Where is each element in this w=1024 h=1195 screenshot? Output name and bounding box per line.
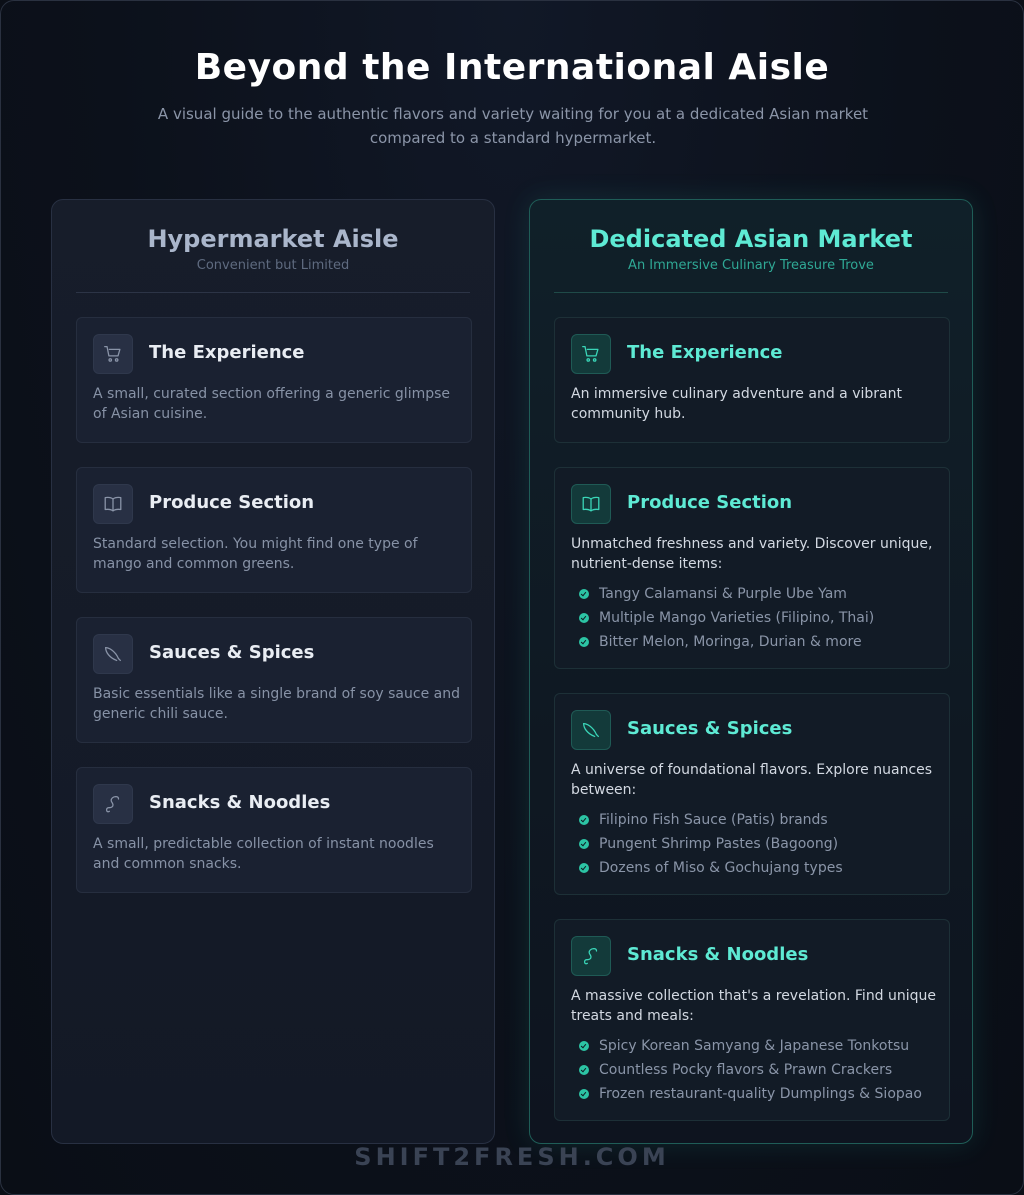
column-divider <box>554 292 948 293</box>
list-item <box>579 1034 922 1058</box>
asian-market-card-snacks <box>554 919 950 1121</box>
card-title: Snacks & Noodles <box>149 792 331 813</box>
list-item-text: Pungent Shrimp Pastes (Bagoong) <box>599 836 839 852</box>
card-description: Unmatched freshness and variety. Discover unique, nutrient-dense items: <box>571 536 933 572</box>
list-item <box>579 808 843 832</box>
list-item-text: Dozens of Miso & Gochujang types <box>599 860 843 876</box>
shopping-cart-icon <box>571 334 611 374</box>
check-icon <box>579 839 589 849</box>
card-description: A universe of foundational flavors. Explore nuances between: <box>571 762 933 798</box>
noodle-icon <box>571 936 611 976</box>
check-icon <box>579 589 589 599</box>
list-item <box>579 856 843 880</box>
asian-market-column <box>529 199 973 1144</box>
card-title: Sauces & Spices <box>627 718 793 739</box>
card-description: Basic essentials like a single brand of soy sauce and generic chili sauce. <box>93 686 460 722</box>
check-icon <box>579 863 589 873</box>
bullet-list <box>579 582 874 654</box>
list-item-text: Tangy Calamansi & Purple Ube Yam <box>599 586 847 602</box>
hypermarket-card-sauces <box>76 617 472 743</box>
list-item <box>579 1058 922 1082</box>
chili-pepper-icon <box>571 710 611 750</box>
list-item <box>579 832 843 856</box>
card-description: A massive collection that's a revelation. Find unique treats and meals: <box>571 988 937 1024</box>
asian-market-card-experience <box>554 317 950 443</box>
open-book-icon <box>571 484 611 524</box>
list-item-text: Countless Pocky flavors & Prawn Crackers <box>599 1062 893 1078</box>
hypermarket-title: Hypermarket Aisle <box>147 225 399 253</box>
list-item <box>579 1082 922 1106</box>
asian-market-title: Dedicated Asian Market <box>589 225 913 253</box>
page-subtitle: A visual guide to the authentic flavors and variety waiting for you at a dedicated Asian market compared to a standard hypermarket. <box>157 105 869 147</box>
hypermarket-card-experience <box>76 317 472 443</box>
list-item <box>579 630 874 654</box>
card-title: Produce Section <box>149 492 315 513</box>
card-title: Snacks & Noodles <box>627 944 809 965</box>
hypermarket-card-snacks <box>76 767 472 893</box>
hypermarket-card-produce <box>76 467 472 593</box>
chili-pepper-icon <box>93 634 133 674</box>
card-title: Produce Section <box>627 492 793 513</box>
column-divider <box>76 292 470 293</box>
watermark: SHIFT2FRESH.COM <box>354 1143 670 1171</box>
list-item <box>579 606 874 630</box>
asian-market-card-produce <box>554 467 950 669</box>
check-icon <box>579 1065 589 1075</box>
page-title: Beyond the International Aisle <box>194 47 830 88</box>
hypermarket-subtitle: Convenient but Limited <box>196 258 350 273</box>
asian-market-subtitle: An Immersive Culinary Treasure Trove <box>628 258 874 273</box>
check-icon <box>579 637 589 647</box>
list-item-text: Spicy Korean Samyang & Japanese Tonkotsu <box>599 1038 910 1054</box>
list-item-text: Multiple Mango Varieties (Filipino, Thai) <box>599 610 875 626</box>
card-title: The Experience <box>149 342 305 363</box>
list-item-text: Bitter Melon, Moringa, Durian & more <box>599 634 862 650</box>
list-item-text: Filipino Fish Sauce (Patis) brands <box>599 812 828 828</box>
bullet-list <box>579 1034 922 1106</box>
card-title: The Experience <box>627 342 783 363</box>
card-description: A small, curated section offering a generic glimpse of Asian cuisine. <box>93 386 451 422</box>
check-icon <box>579 815 589 825</box>
check-icon <box>579 613 589 623</box>
open-book-icon <box>93 484 133 524</box>
noodle-icon <box>93 784 133 824</box>
list-item-text: Frozen restaurant-quality Dumplings & Siopao <box>599 1086 922 1102</box>
asian-market-card-sauces <box>554 693 950 895</box>
bullet-list <box>579 808 843 880</box>
hypermarket-column <box>51 199 495 1144</box>
list-item <box>579 582 874 606</box>
check-icon <box>579 1041 589 1051</box>
shopping-cart-icon <box>93 334 133 374</box>
card-title: Sauces & Spices <box>149 642 315 663</box>
card-description: An immersive culinary adventure and a vibrant community hub. <box>571 386 902 422</box>
check-icon <box>579 1089 589 1099</box>
card-description: A small, predictable collection of instant noodles and common snacks. <box>93 836 434 872</box>
card-description: Standard selection. You might find one type of mango and common greens. <box>93 536 418 572</box>
